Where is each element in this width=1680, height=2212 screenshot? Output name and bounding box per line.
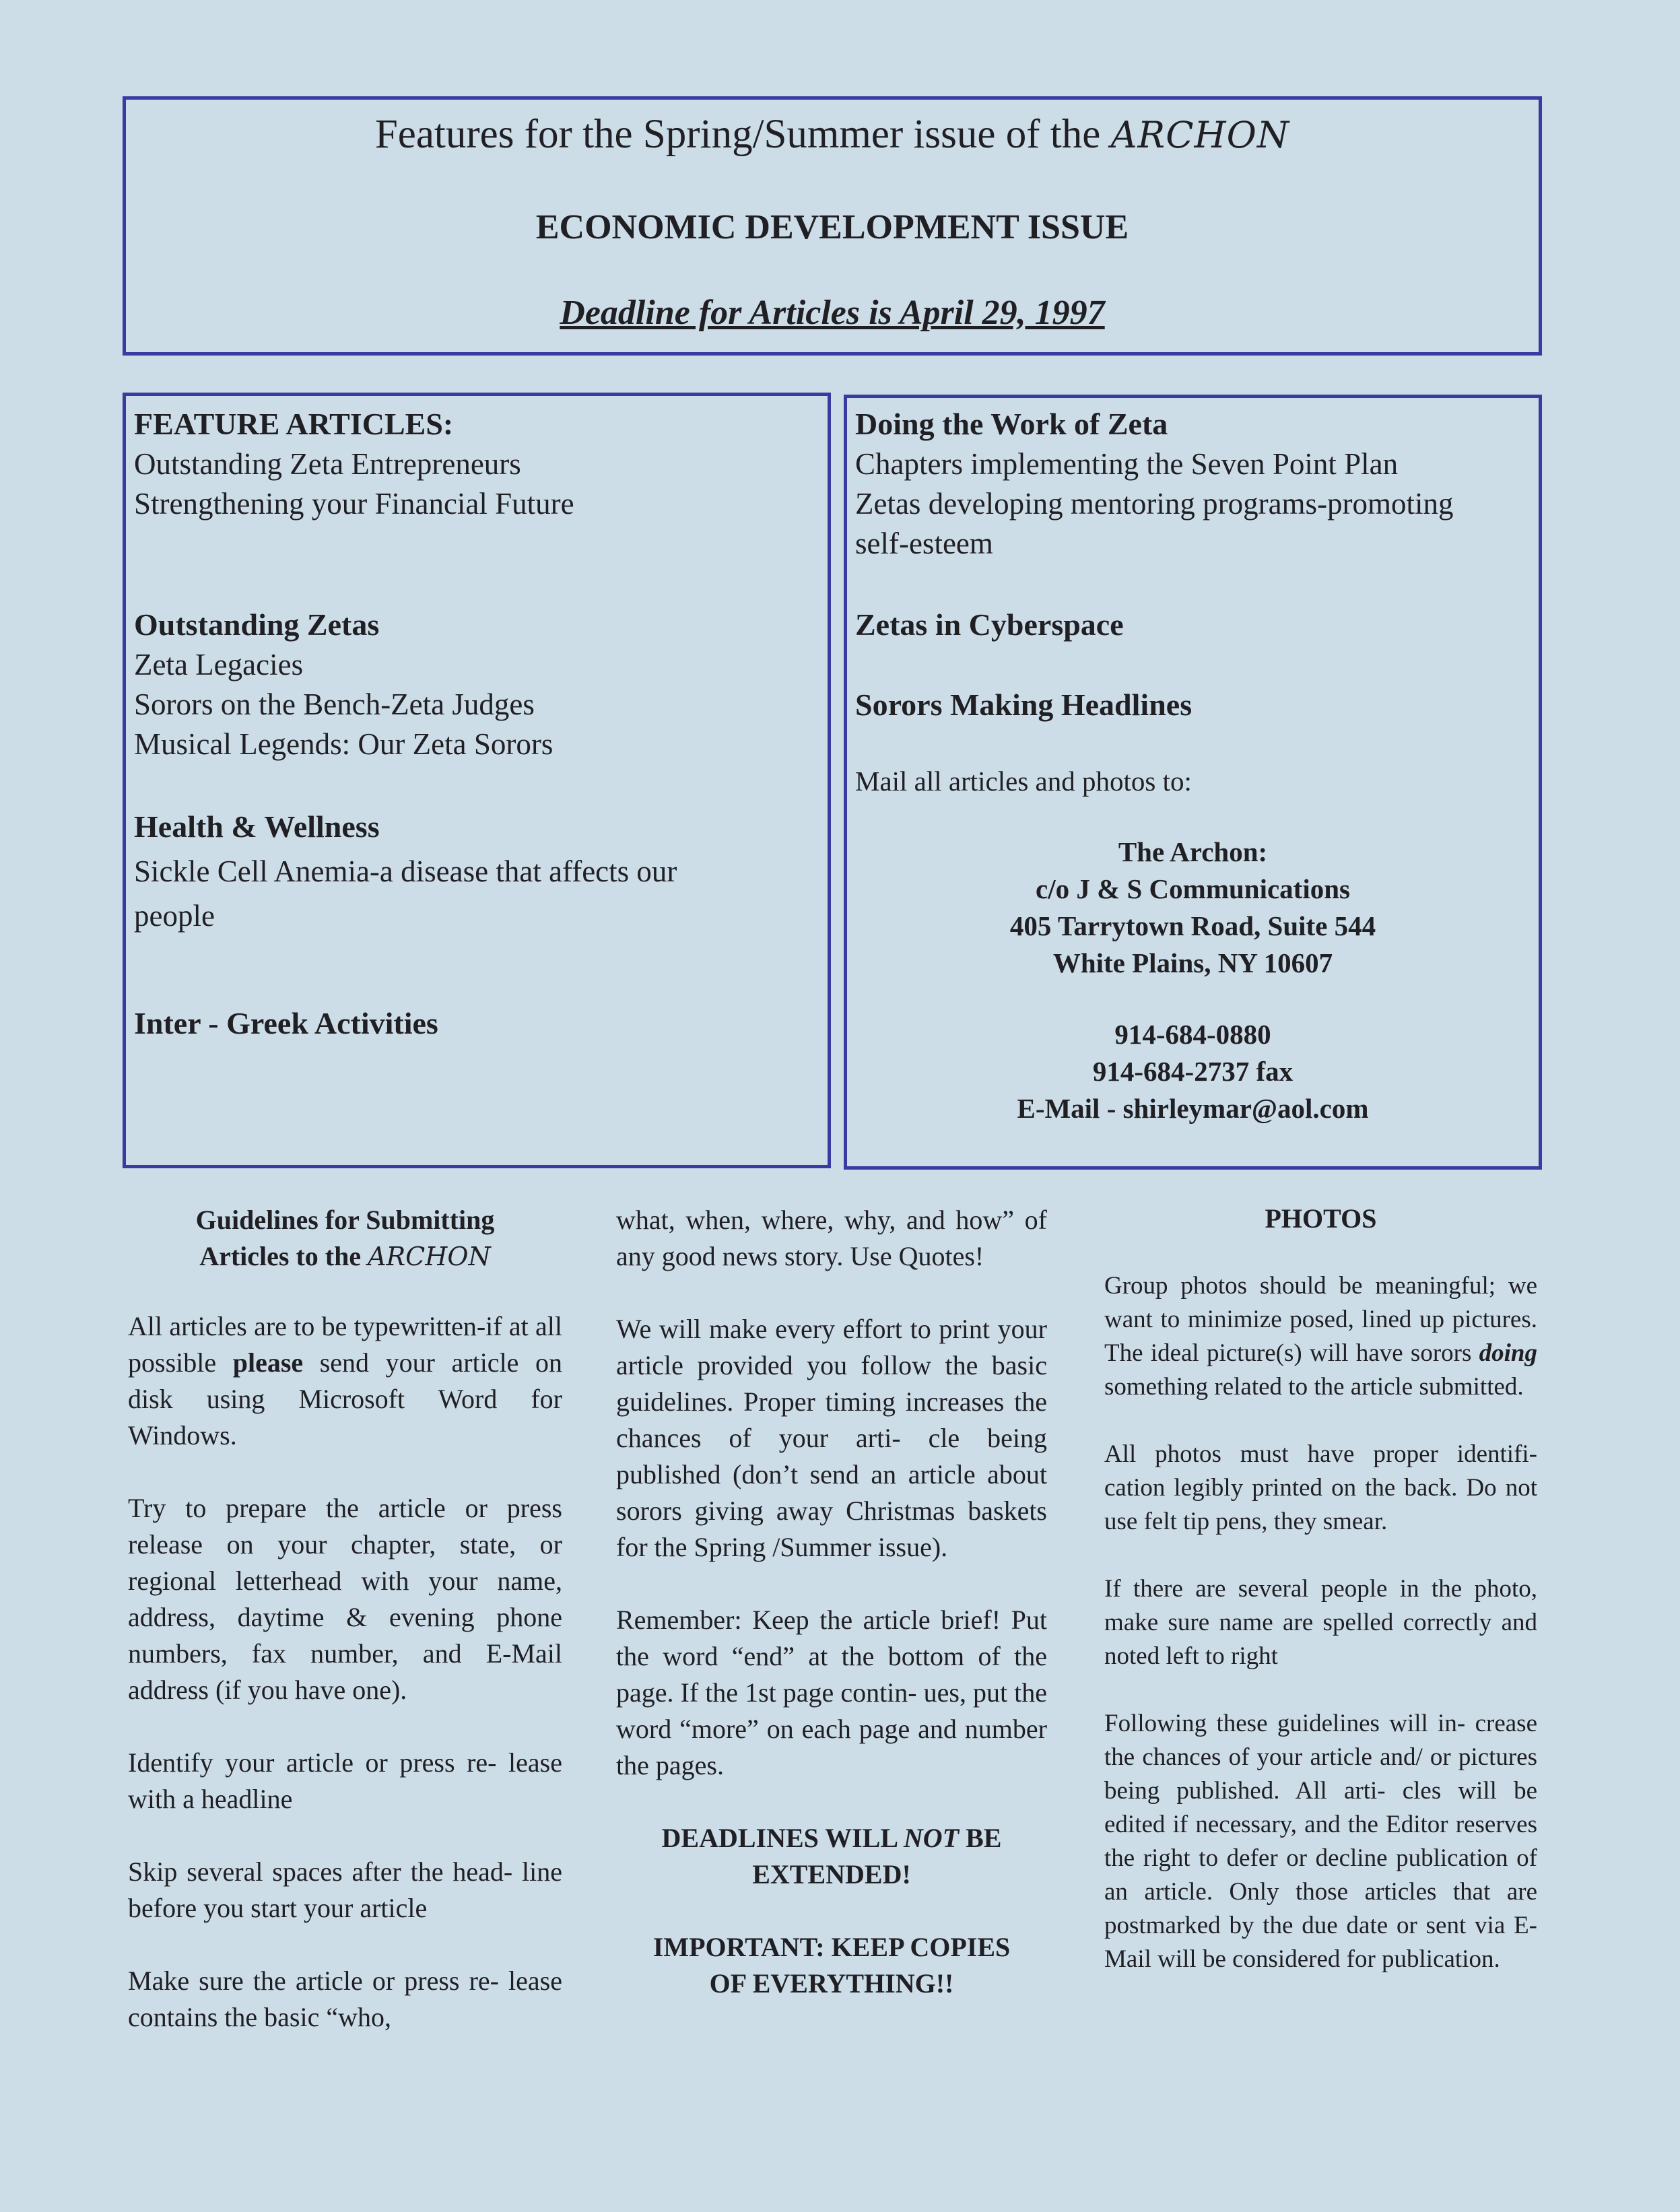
guidelines-paragraph: Identify your article or press re- lease with a headline: [128, 1747, 562, 1814]
photos-paragraph: All photos must have proper identifi- cation legibly printed on the back. Do not use felt tip pens, they smear.: [1104, 1440, 1537, 1535]
doing-work-box: [844, 395, 1542, 1170]
work-item: Chapters implementing the Seven Point Plan: [855, 447, 1399, 481]
guidelines-emphasis: please: [232, 1347, 304, 1378]
cyber-section: [855, 605, 1124, 645]
photos-paragraph: [1104, 1269, 1537, 1404]
deadlines-text: BE: [966, 1823, 1002, 1853]
guidelines-paragraph: Try to prepare the article or press release on your chapter, state, or regional letterhead with your name, address, daytime & evening phone numbers, fax number, and E-Mail address (if you have one).: [128, 1493, 562, 1705]
email-address: E-Mail - shirleymar@aol.com: [1017, 1093, 1369, 1124]
phone-number: 914-684-0880: [1114, 1019, 1271, 1050]
mail-instruction: Mail all articles and photos to:: [855, 766, 1192, 797]
address-line: The Archon:: [1118, 836, 1268, 867]
work-item: Zetas developing mentoring programs-promoting: [855, 487, 1454, 521]
middle-paragraph: Remember: Keep the article brief! Put the word “end” at the bottom of the page. If the 1st page contin- ues, put the word “more” on each page and number the pages.: [616, 1605, 1047, 1780]
feature-articles-box: [123, 393, 831, 1168]
contact-info: [847, 1016, 1539, 1127]
photos-paragraph: If there are several people in the photo, make sure name are spelled correctly and noted left to right: [1104, 1575, 1537, 1670]
zetas-item: Sorors on the Bench-Zeta Judges: [134, 688, 535, 721]
health-item: Sickle Cell Anemia-a disease that affects our: [134, 854, 677, 888]
headlines-heading: Sorors Making Headlines: [855, 688, 1192, 722]
mailing-address: [847, 834, 1539, 982]
outstanding-zetas-section: [134, 605, 553, 764]
archon-logo-small: ARCHON: [368, 1242, 491, 1271]
header-intro: Features for the Spring/Summer issue of the: [374, 112, 1101, 157]
health-section: [134, 805, 677, 938]
address-line: 405 Tarrytown Road, Suite 544: [1009, 910, 1376, 941]
work-item: self-esteem: [855, 527, 993, 560]
fax-number: 914-684-2737 fax: [1092, 1056, 1293, 1087]
archon-logo: ARCHON: [1110, 114, 1290, 156]
deadlines-emphasis: NOT: [903, 1823, 960, 1853]
cyber-heading: Zetas in Cyberspace: [855, 607, 1124, 642]
work-section: [855, 404, 1454, 564]
headlines-section: [855, 685, 1192, 725]
important-text: OF EVERYTHING!!: [709, 1968, 954, 1999]
guidelines-text: All articles are to be typewritten-if at all possible: [128, 1311, 562, 1378]
important-text: IMPORTANT: KEEP COPIES: [652, 1932, 1011, 1962]
header-box: [123, 96, 1542, 356]
address-line: c/o J & S Communications: [1036, 873, 1350, 904]
feature-articles-section: [134, 404, 574, 524]
address-line: White Plains, NY 10607: [1052, 947, 1333, 978]
zetas-item: Musical Legends: Our Zeta Sorors: [134, 727, 553, 761]
feature-item: Strengthening your Financial Future: [134, 487, 574, 521]
middle-paragraph: We will make every effort to print your article provided you follow the basic guidelines. Proper timing increases the chances of your arti- cle being published (don’t send an article about sorors giving away Christmas baskets for the Spring /Summer issue).: [616, 1314, 1047, 1562]
deadlines-notice: [616, 1820, 1047, 1893]
photos-title: PHOTOS: [1265, 1203, 1377, 1234]
photos-emphasis: doing: [1479, 1339, 1537, 1367]
deadlines-text: EXTENDED!: [752, 1859, 911, 1889]
guidelines-column: [128, 1202, 562, 2036]
header-intro-line: [126, 111, 1539, 158]
important-notice: [616, 1929, 1047, 2002]
guidelines-paragraph: Skip several spaces after the head- line before you start your article: [128, 1856, 562, 1923]
deadlines-text: DEADLINES WILL: [661, 1823, 897, 1853]
guidelines-title-line2: Articles to the: [199, 1241, 362, 1271]
guidelines-paragraph: Make sure the article or press re- lease contains the basic “who,: [128, 1966, 562, 2032]
middle-column: [616, 1202, 1047, 2002]
greek-section: [134, 1003, 438, 1044]
feature-item: Outstanding Zeta Entrepreneurs: [134, 447, 521, 481]
work-heading: Doing the Work of Zeta: [855, 407, 1168, 441]
issue-title: ECONOMIC DEVELOPMENT ISSUE: [535, 208, 1129, 246]
zetas-heading: Outstanding Zetas: [134, 607, 380, 642]
deadline-text: Deadline for Articles is April 29, 1997: [560, 294, 1105, 332]
photos-text: Group photos should be meaningful; we want to minimize posed, lined up pictures. The ideal picture(s) will have sorors: [1104, 1272, 1537, 1367]
photos-text: something related to the article submitted.: [1104, 1373, 1524, 1401]
guidelines-title: [128, 1202, 562, 1275]
guidelines-text: send your article on disk using Microsoft Word for Windows.: [128, 1347, 563, 1450]
zetas-item: Zeta Legacies: [134, 648, 304, 681]
photos-column: [1104, 1202, 1537, 1976]
greek-heading: Inter - Greek Activities: [134, 1006, 438, 1040]
guidelines-title-line1: Guidelines for Submitting: [195, 1205, 495, 1235]
guidelines-paragraph: [128, 1308, 562, 1454]
health-heading: Health & Wellness: [134, 809, 380, 844]
feature-heading: FEATURE ARTICLES:: [134, 407, 454, 441]
photos-paragraph: Following these guidelines will in- crease the chances of your article and/ or pictures being published. All arti- cles will be edited if necessary, and the Editor reserves the right to defer or decline publication of an article. Only those articles that are postmarked by the due date or sent via E-Mail will be considered for publication.: [1104, 1710, 1537, 1973]
health-item: people: [134, 899, 215, 933]
middle-paragraph: what, when, where, why, and how” of any good news story. Use Quotes!: [616, 1205, 1047, 1271]
